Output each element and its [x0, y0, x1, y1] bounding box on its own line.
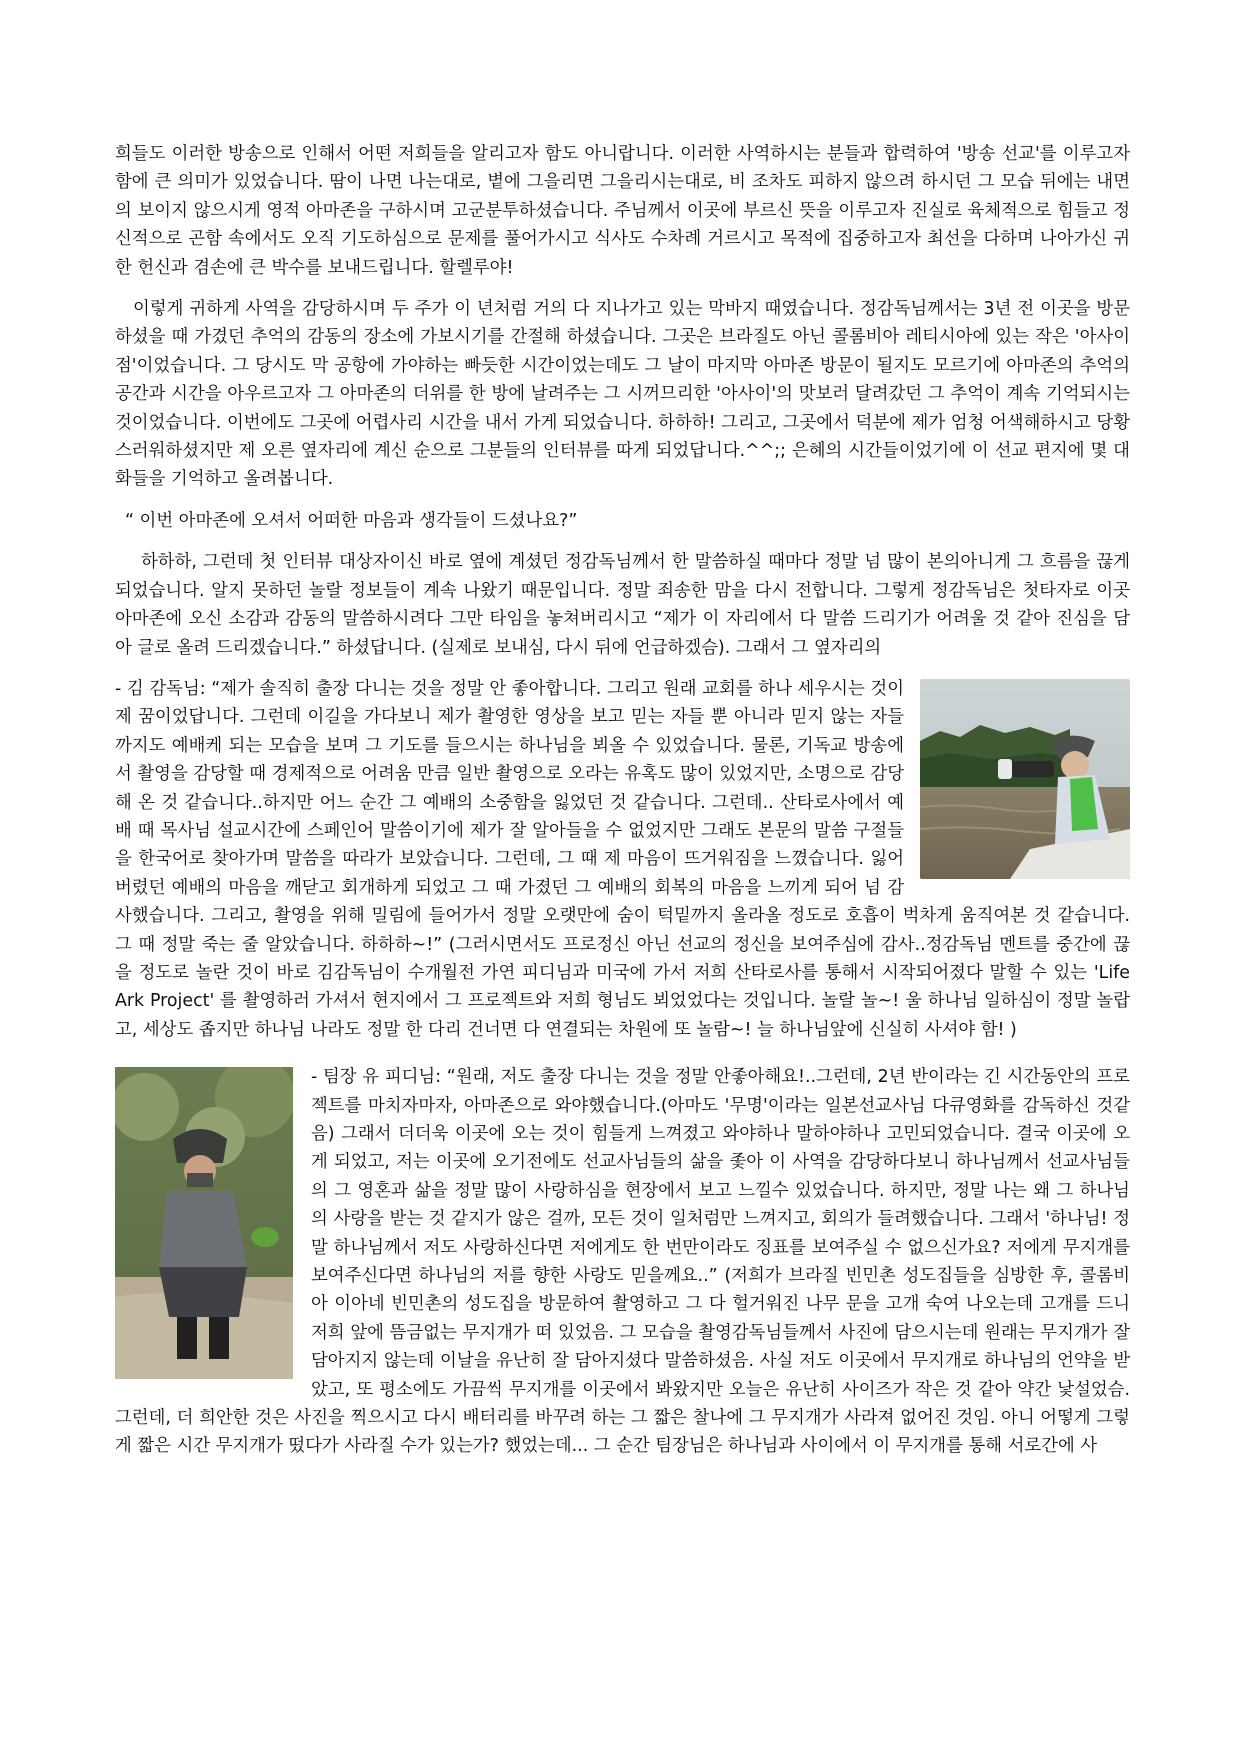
document-page [115, 140, 1130, 1474]
interview-question: “ 이번 아마존에 오셔서 어떠한 마음과 생각들이 드셨나요?” [125, 510, 578, 531]
photo-cameraman-on-boat [920, 679, 1130, 879]
interview-yu-text: - 팀장 유 피디님: “원래, 저도 출장 다니는 것을 정말 안좋아해요!..그런데, 2년 반이라는 긴 시간동안의 프로젝트를 마치자마자, 아마존으로 와야했습니다.(아마도 '무명'이라는 일본선교사님 다큐영화를 감독하신 것같음) 그래서 더더욱 이곳에 오는 것이 힘들게 느껴졌고 와야하나 말하야하나 고민되었습니다. 결국 이곳에 오게 되었고, 저는 이곳에 오기전에도 선교사님들의 삶을 좇아 이 사역을 감당하다보니 하나님께서 선교사님들의 그 영혼과 삶을 정말 많이 사랑하심을 현장에서 보고 느낄수 있었습니다. 하지만, 정말 나는 왜 그 하나님의 사랑을 받는 것 같지가 않은 걸까, 모든 것이 일처럼만 느껴지고, 회의가 들려했습니다. 그래서 '하나님! 정말 하나님께서 저도 사랑하신다면 저에게도 한 번만이라도 징표를 보여주실 수 없으신가요? 저에게 무지개를 보여주신다면 하나님의 저를 향한 사랑도 믿을께요..” (저희가 브라질 빈민촌 성도집들을 심방한 후, 콜롬비아 이아네 빈민촌의 성도집을 방문하여 촬영하고 그 다 헐거워진 나무 문을 고개 숙여 나오는데 고개를 드니 저희 앞에 뜸금없는 무지개가 떠 있었음. 그 모습을 촬영감독님들께서 사진에 담으시는데 원래는 무지개가 잘 담아지지 않는데 이날을 유난히 잘 담아지셨다 말씀하셨음. 사실 저도 이곳에서 무지개로 하나님의 언약을 받았고, 또 평소에도 가끔씩 무지개를 이곳에서 봐왔지만 오늘은 유난히 사이즈가 작은 것 같아 약간 낯설었슴. 그런데, 더 희안한 것은 사진을 찍으시고 다시 배터리를 바꾸려 하는 그 짧은 찰나에 그 무지개가 사라져 없어진 것임. 아니 어떻게 그렇게 짧은 시간 무지개가 떴다가 사라질 수가 있는가? 했었는데... 그 순간 팀장님은 하나님과 사이에서 이 무지개를 통해 서로간에 사 [115, 1067, 1130, 1457]
paragraph-acai-memory: 이렇게 귀하게 사역을 감당하시며 두 주가 이 년처럼 거의 다 지나가고 있는 막바지 때였습니다. 정감독님께서는 3년 전 이곳을 방문하셨을 때 가겼던 추억의 감동의 장소에 가보시기를 간절해 하셨습니다. 그곳은 브라질도 아닌 콜롬비아 레티시아에 있는 작은 '아사이 점'이었습니다. 그 당시도 막 공항에 가야하는 빠듯한 시간이었는데도 그 날이 마지막 아마존 방문이 될지도 모르기에 아마존의 추억의 공간과 시간을 아우르고자 그 아마존의 더위를 한 방에 날려주는 그 시꺼므리한 '아사이'의 맛보러 달려갔던 그 추억이 계속 기억되시는 것이었습니다. 이번에도 그곳에 어렵사리 시간을 내서 가게 되었습니다. 하하하! 그리고, 그곳에서 덕분에 제가 엄청 어색해하시고 당황스러워하셨지만 제 오른 옆자리에 계신 순으로 그분들의 인터뷰를 따게 되었답니다.^^;; 은혜의 시간들이었기에 이 선교 편지에 몇 대화들을 기억하고 올려봅니다. [115, 299, 1130, 490]
photo-producer-in-forest [115, 1067, 293, 1379]
interview-kim-text: - 김 감독님: “제가 솔직히 출장 다니는 것을 정말 안 좋아합니다. 그리고 원래 교회를 하나 세우시는 것이 제 꿈이었답니다. 그런데 이길을 가다보니 제가 촬영한 영상을 보고 믿는 자들 뿐 아니라 믿지 않는 자들까지도 예배케 되는 모습을 보며 그 기도를 들으시는 하나님을 뵈올 수 있었습니다. 물론, 기독교 방송에서 촬영을 감당할 때 경제적으로 어려움 만큼 일반 촬영으로 오라는 유혹도 많이 있었지만, 소명으로 감당해 온 것 같습니다..하지만 어느 순간 그 예배의 소중함을 잃었던 것 같습니다. 그런데.. 산타로사에서 예배 때 목사님 설교시간에 스페인어 말씀이기에 제가 잘 알아들을 수 없었지만 그래도 본문의 말씀 구절들을 한국어로 찾아가며 말씀을 따라가 보았습니다. 그런데, 그 때 제 마음이 뜨거워짐을 느꼈습니다. 잃어버렸던 예배의 마음을 깨닫고 회개하게 되었고 그 때 가졌던 그 예배의 회복의 마음을 느끼게 되어 넘 감사했습니다. 그리고, 촬영을 위해 밀림에 들어가서 정말 오랫만에 숨이 턱밑까지 올라올 정도로 호흡이 벅차게 움직여본 것 같습니다. 그 때 정말 죽는 줄 알았습니다. 하하하~!” (그러시면서도 프로정신 아닌 선교의 정신을 보여주심에 감사..정감독님 멘트를 중간에 끊을 정도로 놀란 것이 바로 김감독님이 수개월전 가연 피디님과 미국에 가서 저희 산타로사를 통해서 시작되어졌다 말할 수 있는 'Life Ark Project' 를 촬영하러 가셔서 현지에서 그 프로젝트와 저희 형님도 뵈었었다는 것입니다. 놀랄 놀~! 울 하나님 일하심이 정말 놀랍고, 세상도 좁지만 하나님 나라도 정말 한 다리 건너면 다 연결되는 차원에 또 놀람~! 늘 하나님앞에 신실히 사셔야 함! ) [115, 678, 1130, 1040]
interview-kim-director [115, 675, 1130, 1044]
paragraph-intro: 희들도 이러한 방송으로 인해서 어떤 저희들을 알리고자 함도 아니랍니다. 이러한 사역하시는 분들과 합력하여 '방송 선교'를 이루고자 함에 큰 의미가 있었습니다. 땀이 나면 나는대로, 볕에 그을리면 그을리시는대로, 비 조차도 피하지 않으려 하시던 그 모습 뒤에는 내면의 보이지 않으시게 영적 아마존을 구하시며 고군분투하셨습니다. 주님께서 이곳에 부르신 뜻을 이루고자 진실로 육체적으로 힘들고 정신적으로 곤함 속에서도 오직 기도하심으로 문제를 풀어가시고 식사도 수차례 거르시고 목적에 집중하고자 최선을 다하며 나아가신 귀한 헌신과 겸손에 큰 박수를 보내드립니다. 할렐루야! [115, 144, 1130, 278]
interview-yu-producer [115, 1063, 1130, 1461]
paragraph-interview-intro: 하하하, 그런데 첫 인터뷰 대상자이신 바로 옆에 계셨던 정감독님께서 한 말씀하실 때마다 정말 넘 많이 본의아니게 그 흐름을 끊게 되었습니다. 알지 못하던 놀랄 정보들이 계속 나왔기 때문입니다. 정말 죄송한 맘을 다시 전합니다. 그렇게 정감독님은 첫타자로 이곳 아마존에 오신 소감과 감동의 말씀하시려다 그만 타임을 놓쳐버리시고 “제가 이 자리에서 다 말씀 드리기가 어려울 것 같아 진심을 담아 글로 올려 드리겠습니다.” 하셨답니다. (실제로 보내심, 다시 뒤에 언급하겠슴). 그래서 그 옆자리의 [115, 552, 1130, 658]
